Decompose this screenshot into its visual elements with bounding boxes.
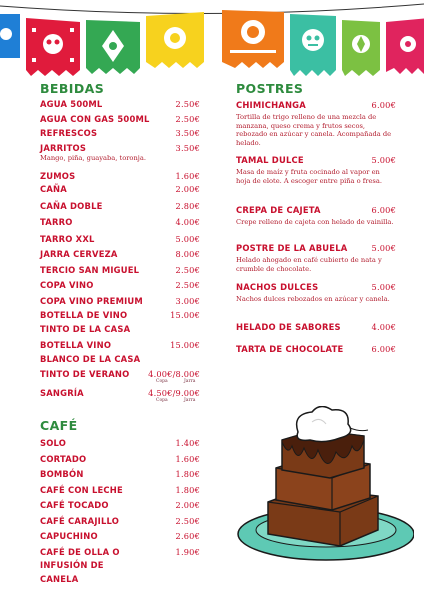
item-name: COPA VINO PREMIUM <box>40 295 143 306</box>
item-price: 1.60€ <box>175 453 200 464</box>
item-price: 2.50€ <box>175 264 200 275</box>
menu-item <box>40 437 200 453</box>
menu-item <box>236 204 396 242</box>
menu-item <box>40 295 200 310</box>
section-title-bebidas: BEBIDAS <box>40 81 105 96</box>
flag-pink <box>386 18 424 74</box>
item-description: Nachos dulces rebozados en azúcar y canela. <box>236 295 390 303</box>
flag-red <box>26 18 80 76</box>
item-name: AGUA 500ML <box>40 99 103 109</box>
item-price: 6.00€ <box>371 344 396 354</box>
item-name: SANGRÍA <box>40 388 84 399</box>
menu-item <box>40 453 200 469</box>
flag-orange <box>222 10 284 68</box>
menu-item <box>40 264 200 280</box>
item-price: 6.00€ <box>371 100 396 110</box>
menu-item <box>40 127 200 142</box>
item-name: HELADO DE SABORES <box>236 322 341 332</box>
menu-item <box>40 309 200 339</box>
section-title-postres: POSTRES <box>236 81 304 96</box>
item-price: 4.50€/9.00€ <box>148 388 200 399</box>
right-column <box>236 80 396 359</box>
menu-item <box>40 98 200 113</box>
item-name: POSTRE DE LA ABUELA <box>236 243 348 253</box>
item-price: 3.50€ <box>175 142 200 153</box>
menu-item <box>40 233 200 249</box>
menu-item <box>40 279 200 295</box>
item-price: 5.00€ <box>371 282 396 292</box>
menu-item <box>40 142 200 167</box>
item-description: Mango, piña, guayaba, toronja. <box>40 153 146 162</box>
item-price: 1.60€ <box>175 170 200 181</box>
item-name: CAFÉ CON LECHE <box>40 484 123 495</box>
item-name: TINTO DE VERANO <box>40 369 130 380</box>
item-name: TARTA DE CHOCOLATE <box>236 344 344 354</box>
item-name: CREPA DE CAJETA <box>236 205 321 215</box>
item-name: JARRA CERVEZA <box>40 249 118 260</box>
item-name: CORTADO <box>40 453 87 464</box>
item-name: BOTELLA VINO BLANCO DE LA CASA <box>40 340 141 364</box>
flag-yellow <box>146 12 204 68</box>
menu-item <box>236 281 396 321</box>
menu-item <box>40 167 200 184</box>
menu-item <box>236 154 396 204</box>
item-price: 5.00€ <box>371 155 396 165</box>
menu-item <box>40 530 200 546</box>
section-title-cafe: CAFÉ <box>40 418 78 434</box>
flag-teal <box>290 14 336 76</box>
item-price: 2.00€ <box>175 500 200 511</box>
item-price: 4.00€ <box>175 217 200 228</box>
item-name: BOMBÓN <box>40 469 84 480</box>
item-price: 1.90€ <box>175 546 200 557</box>
sub-label-copa: Copa <box>156 398 168 404</box>
item-price: 2.80€ <box>175 200 200 211</box>
item-price: 2.50€ <box>175 280 200 291</box>
flag-green <box>86 20 140 74</box>
menu-item <box>40 368 200 387</box>
item-name: AGUA CON GAS 500ML <box>40 113 150 124</box>
papel-picado-banner <box>0 0 424 80</box>
item-name: TAMAL DULCE <box>236 155 304 165</box>
item-price: 2.50€ <box>175 99 200 109</box>
item-name: CHIMICHANGA <box>236 100 306 110</box>
menu-item <box>40 387 200 407</box>
item-name: NACHOS DULCES <box>236 282 319 292</box>
item-description: Helado ahogado en café cubierto de nata y crumble de chocolate. <box>236 256 382 273</box>
menu-item <box>236 242 396 281</box>
item-name: COPA VINO <box>40 280 94 291</box>
bebidas-list <box>40 98 200 407</box>
item-price: 6.00€ <box>371 205 396 215</box>
menu-item <box>40 183 200 200</box>
menu-item <box>236 321 396 343</box>
item-name: JARRITOS <box>40 142 87 153</box>
item-price: 3.50€ <box>175 128 200 138</box>
item-price: 1.80€ <box>175 484 200 495</box>
cafe-list <box>40 437 200 584</box>
item-name: TARRO <box>40 217 73 228</box>
sub-label-jarra: Jarra <box>184 398 196 404</box>
item-name: CAPUCHINO <box>40 531 98 542</box>
item-price: 15.00€ <box>170 340 200 351</box>
item-price: 2.50€ <box>175 515 200 526</box>
menu-item <box>40 515 200 531</box>
item-price: 3.00€ <box>175 295 200 306</box>
item-description: Tortilla de trigo relleno de una mezcla de manzana, queso crema y frutos secos, rebozado en azúcar y canela. Acompañada de helado. <box>236 113 392 147</box>
menu-item <box>40 468 200 484</box>
item-name: CAFÉ DE OLLA O INFUSIÓN DE CANELA <box>40 546 120 584</box>
flag-blue-left <box>0 14 20 58</box>
flag-green-2 <box>342 20 380 76</box>
item-price: 5.00€ <box>371 243 396 253</box>
item-name: TERCIO SAN MIGUEL <box>40 264 140 275</box>
item-price: 1.40€ <box>175 438 200 449</box>
item-name: TARRO XXL <box>40 233 95 244</box>
left-column <box>40 80 200 584</box>
menu-item <box>40 546 200 584</box>
menu-item <box>40 200 200 217</box>
item-price: 4.00€/8.00€ <box>148 369 200 380</box>
item-description: Crepe relleno de cajeta con helado de vainilla. <box>236 218 394 226</box>
item-name: CAÑA <box>40 184 67 194</box>
item-price: 5.00€ <box>175 233 200 244</box>
item-description: Masa de maíz y fruta cocinado al vapor en hoja de elote. A escoger entre piña o fresa. <box>236 168 382 185</box>
sub-label-copa: Copa <box>156 379 168 385</box>
menu-item <box>40 248 200 264</box>
item-name: CAFÉ CARAJILLO <box>40 515 120 526</box>
item-price: 8.00€ <box>175 249 200 260</box>
postres-list <box>236 98 396 359</box>
brownie-illustration <box>228 406 414 566</box>
item-price: 1.80€ <box>175 469 200 480</box>
sub-label-jarra: Jarra <box>184 379 196 385</box>
item-price: 2.00€ <box>175 184 200 194</box>
menu-item <box>236 343 396 359</box>
menu-item <box>40 484 200 500</box>
menu-item <box>40 339 200 368</box>
item-name: BOTELLA DE VINO TINTO DE LA CASA <box>40 310 131 334</box>
item-price: 2.60€ <box>175 531 200 542</box>
item-price: 15.00€ <box>170 310 200 321</box>
item-price: 4.00€ <box>371 322 396 332</box>
item-price: 2.50€ <box>175 113 200 124</box>
menu-item <box>40 113 200 128</box>
item-name: ZUMOS <box>40 170 76 181</box>
item-name: CAÑA DOBLE <box>40 200 103 211</box>
menu-item <box>236 98 396 154</box>
item-name: CAFÉ TOCADO <box>40 500 109 511</box>
menu-item <box>40 499 200 515</box>
item-name: SOLO <box>40 438 67 449</box>
item-name: REFRESCOS <box>40 128 98 138</box>
menu-item <box>40 216 200 233</box>
